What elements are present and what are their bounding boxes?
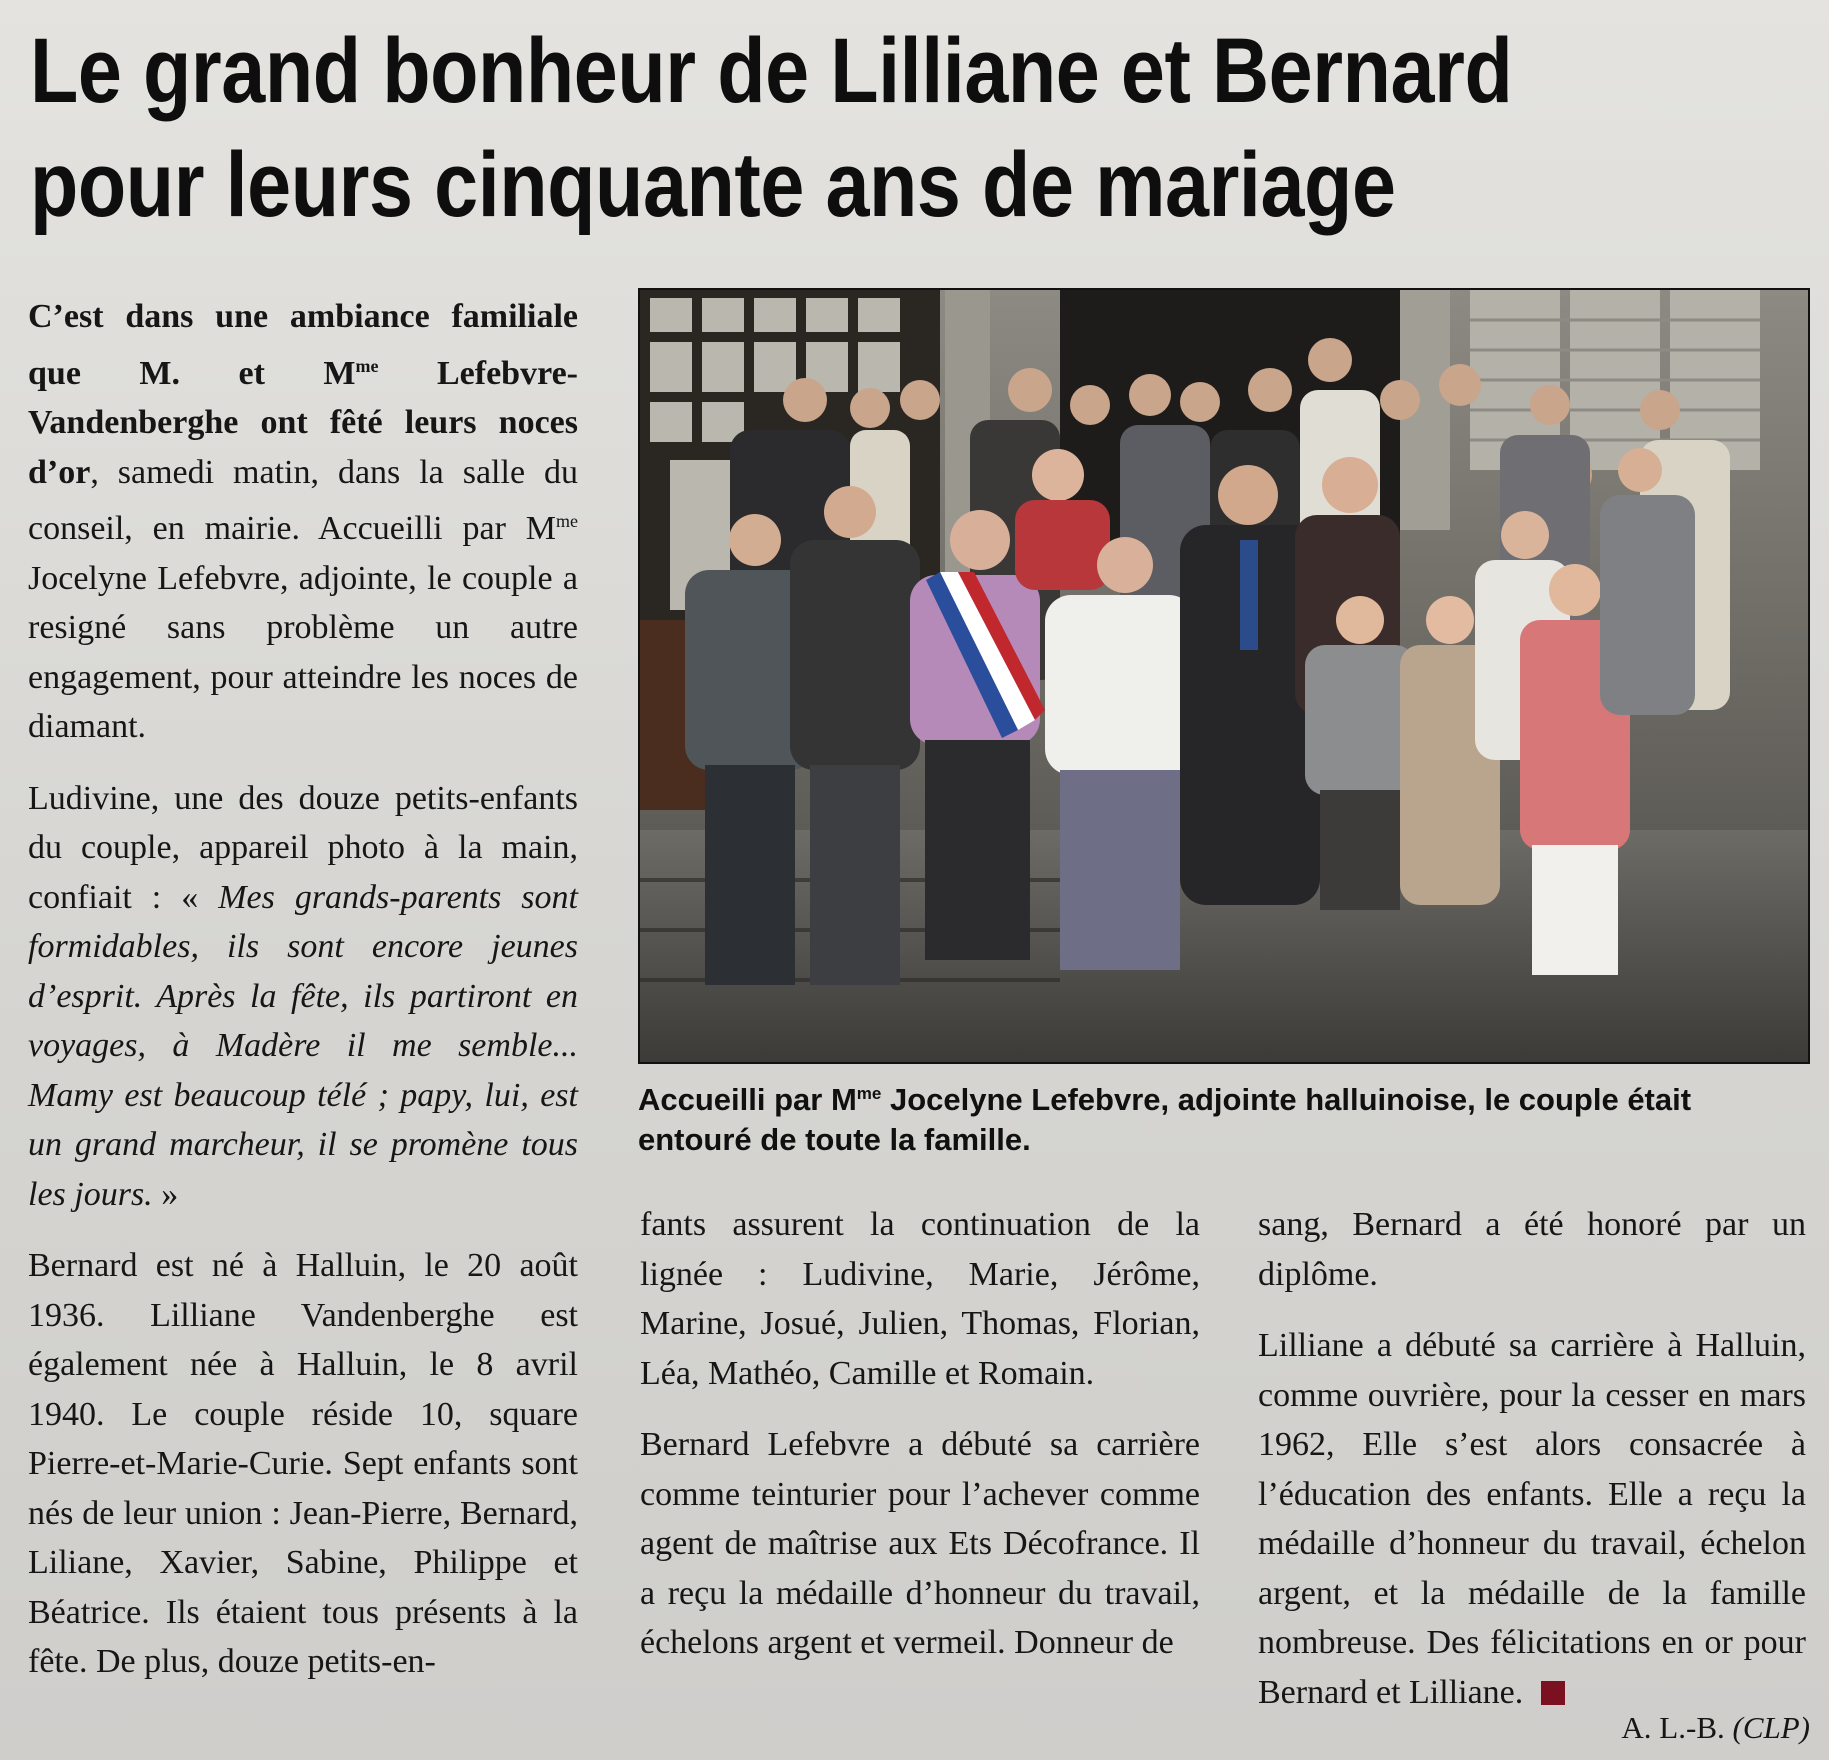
article-column-3 <box>1258 1200 1806 1739</box>
photo-caption: Accueilli par $M^{me}$ Jocelyne Lefebvre, adjointe halluinoise, le couple était entouré de toute la famille. <box>638 1082 1692 1157</box>
article-column-2 <box>640 1200 1200 1690</box>
family-group-photo <box>638 288 1810 1064</box>
article-paragraph: Bernard est né à Halluin, le 20 août 1936. Lilliane Vandenberghe est également née à Halluin, le 8 avril 1940. Le couple réside 10, square Pierre-et-Marie-Curie. Sept enfants sont nés de leur union : Jean-Pierre, Bernard, Liliane, Xavier, Sabine, Philippe et Béatrice. Ils étaient tous présents à la fête. De plus, douze petits-en- <box>28 1247 578 1680</box>
author-signature: A. L.-B. (CLP) <box>1621 1710 1810 1745</box>
quote-text: Mes grands-parents sont formidables, ils sont encore jeunes d’esprit. Après la fête, ils partiront en voyages, à Madère il me semble... Mamy est beaucoup télé ; papy, lui, est un grand marcheur, il se promène tous les jours. <box>28 878 578 1213</box>
end-of-article-square-icon <box>1541 1681 1565 1705</box>
article-column-1 <box>28 292 578 1709</box>
article-paragraph: fants assurent la continuation de la lignée : Ludivine, Marie, Jérôme, Marine, Josué, Julien, Thomas, Florian, Léa, Mathéo, Camille et Romain. <box>640 1206 1200 1392</box>
article-paragraph: Bernard Lefebvre a débuté sa carrière comme teinturier pour l’achever comme agent de maîtrise aux Ets Décofrance. Il a reçu la médaille d’honneur du travail, échelons argent et vermeil. Donneur de <box>640 1426 1200 1661</box>
photo-illustration <box>640 290 1810 1064</box>
headline <box>30 14 1810 242</box>
article-paragraph: sang, Bernard a été honoré par un diplôme. <box>1258 1206 1806 1293</box>
lead-text: C’est dans une ambiance familiale que M. et $M^{me}$ Lefebvre-Vandenberghe ont fêté leurs noces d’or <box>28 298 578 491</box>
article-paragraph: C’est dans une ambiance familiale que M. et $M^{me}$ Lefebvre-Vandenberghe ont fêté leurs noces d’or, samedi matin, dans la salle du conseil, en mairie. Accueilli par $M^{me}$ Jocelyne Lefebvre, adjointe, le couple a resigné sans problème un autre engagement, pour atteindre les noces de diamant. <box>28 298 578 745</box>
headline-line-1: Le grand bonheur de Lilliane et Bernard <box>30 20 1513 122</box>
article-paragraph-quote: Ludivine, une des douze petits-enfants du couple, appareil photo à la main, confiait : « Mes grands-parents sont formidables, ils sont encore jeunes d’esprit. Après la fête, ils partiront en voyages, à Madère il me semble... Mamy est beaucoup télé ; papy, lui, est un grand marcheur, il se promène tous les jours. » <box>28 779 578 1213</box>
article-paragraph-final: Lilliane a débuté sa carrière à Halluin, comme ouvrière, pour la cesser en mars 1962, Elle s’est alors consacrée à l’éducation des enfants. Elle a reçu la médaille d’honneur du travail, échelon argent, et la médaille de la famille nombreuse. Des félicitations en or pour Bernard et Lilliane. <box>1258 1327 1806 1711</box>
headline-line-2: pour leurs cinquante ans de mariage <box>30 134 1396 236</box>
